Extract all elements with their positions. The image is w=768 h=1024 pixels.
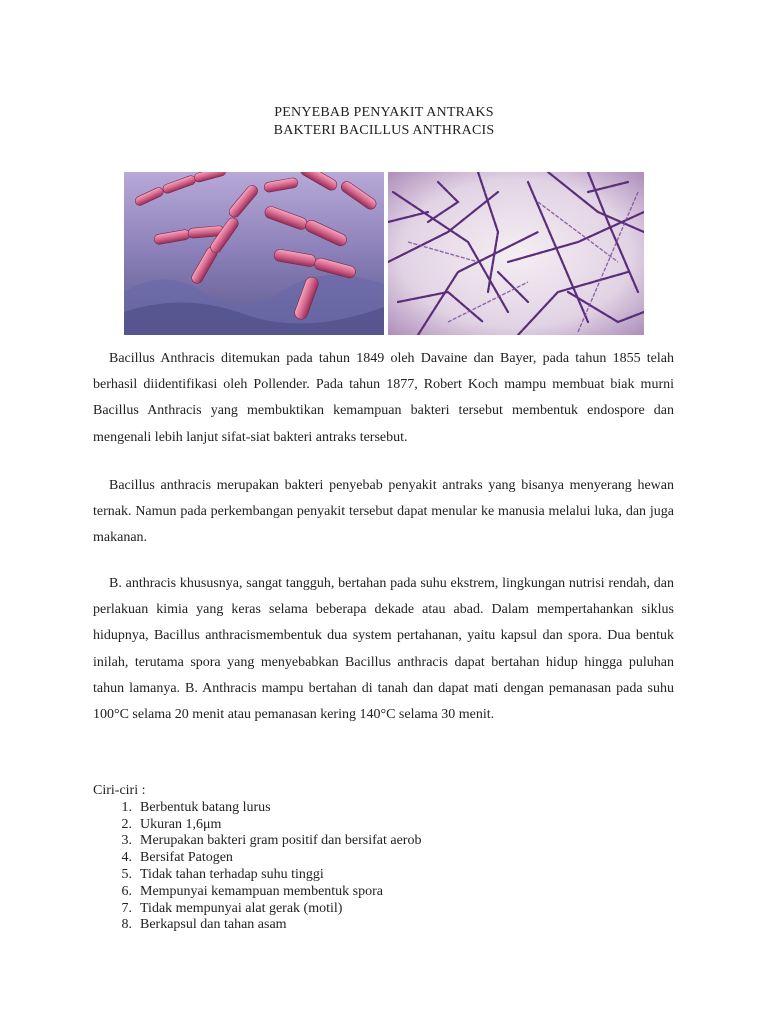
list-item <box>93 867 653 884</box>
bacteria-3d-rods-image <box>124 172 384 335</box>
list-item <box>93 800 653 817</box>
list-item-number: 8. <box>121 917 132 933</box>
characteristics-list <box>93 800 653 934</box>
characteristics-section <box>93 783 653 934</box>
list-item <box>93 833 653 850</box>
paragraph-1-text: Bacillus Anthracis ditemukan pada tahun 1849 oleh Davaine dan Bayer, pada tahun 1855 telah berhasil diidentifikasi oleh Pollender. Pada tahun 1877, Robert Koch mampu membuat biak murni Bacillus Anthracis yang membuktikan kemampuan bakteri tersebut membentuk endospore dan mengenali lebih lanjut sifat-siat bakteri antraks tersebut. <box>93 351 674 445</box>
list-item <box>93 817 653 834</box>
list-item-text: Merupakan bakteri gram positif dan bersifat aerob <box>140 833 422 849</box>
list-item-text: Bersifat Patogen <box>140 850 233 866</box>
paragraph-3-text: B. anthracis khususnya, sangat tangguh, bertahan pada suhu ekstrem, lingkungan nutrisi rendah, dan perlakuan kimia yang keras selama beberapa dekade atau abad. Dalam mempertahankan siklus hidupnya, Bacillus anthracismembentuk dua system pertahanan, yaitu kapsul dan spora. Dua bentuk inilah, terutama spora yang menyebabkan Bacillus anthracis dapat bertahan hidup hingga puluhan tahun lamanya. B. Anthracis mampu bertahan di tanah dan dapat mati dengan pemanasan pada suhu 100°C selama 20 menit atau pemanasan kering 140°C selama 30 menit. <box>93 576 674 723</box>
title-line-1: PENYEBAB PENYAKIT ANTRAKS <box>274 105 494 120</box>
list-item-number: 6. <box>121 883 132 899</box>
bacteria-microscope-stain-image <box>388 172 644 335</box>
list-item-number: 3. <box>121 833 132 849</box>
illustration-images <box>124 172 644 335</box>
document-title <box>0 104 768 140</box>
paragraph-3 <box>93 571 674 728</box>
list-item-text: Berbentuk batang lurus <box>140 799 271 815</box>
paragraph-2-text: Bacillus anthracis merupakan bakteri penyebab penyakit antraks yang bisanya menyerang hewan ternak. Namun pada perkembangan penyakit tersebut dapat menular ke manusia melalui luka, dan juga makanan. <box>93 478 674 546</box>
list-item-text: Tidak mempunyai alat gerak (motil) <box>140 900 343 916</box>
paragraph-1 <box>93 346 674 451</box>
list-item <box>93 901 653 918</box>
paragraph-2 <box>93 473 674 552</box>
list-item-number: 4. <box>121 850 132 866</box>
characteristics-heading: Ciri-ciri : <box>93 783 146 798</box>
list-item-number: 1. <box>121 799 132 815</box>
list-item <box>93 884 653 901</box>
list-item-number: 7. <box>121 900 132 916</box>
list-item-number: 2. <box>121 816 132 832</box>
list-item-text: Berkapsul dan tahan asam <box>140 917 287 933</box>
list-item-text: Tidak tahan terhadap suhu tinggi <box>140 866 324 882</box>
list-item <box>93 917 653 934</box>
list-item-text: Ukuran 1,6μm <box>140 816 222 832</box>
list-item-number: 5. <box>121 866 132 882</box>
list-item <box>93 850 653 867</box>
list-item-text: Mempunyai kemampuan membentuk spora <box>140 883 383 899</box>
title-line-2: BAKTERI BACILLUS ANTHRACIS <box>273 123 495 138</box>
